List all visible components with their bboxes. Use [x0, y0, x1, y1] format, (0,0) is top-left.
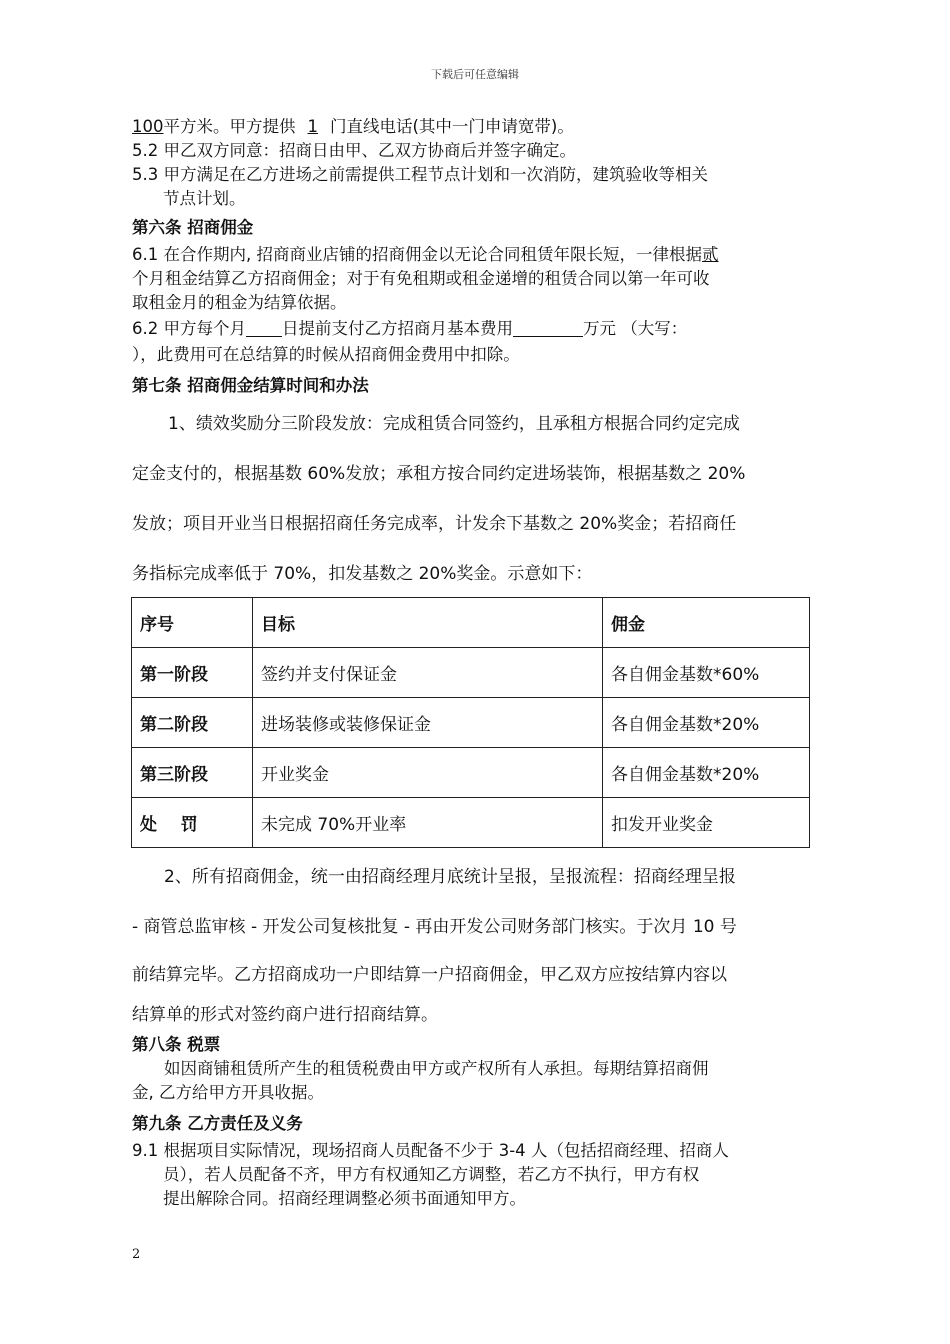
tax-para-line2: 金, 乙方给甲方开具收据。 — [132, 1083, 324, 1102]
clause-9-1: 9.1 根据项目实际情况，现场招商人员配备不少于 3-4 人（包括招商经理、招商人 — [132, 1141, 729, 1160]
section-8-title: 第八条 税票 — [132, 1035, 221, 1054]
report-para-line1: 2、所有招商佣金，统一由招商经理月底统计呈报，呈报流程：招商经理呈报 — [164, 867, 736, 887]
phone-count: 1 — [307, 117, 318, 136]
table-row — [132, 698, 810, 748]
page-number: 2 — [132, 1247, 141, 1262]
target-cell: 进场装修或装修保证金 — [253, 698, 603, 748]
clause-6-2-part1: 6.2 甲方每个月 — [132, 319, 246, 338]
section-9-title: 第九条 乙方责任及义务 — [132, 1114, 303, 1133]
bonus-para-line3: 发放；项目开业当日根据招商任务完成率，计发余下基数之 20%奖金；若招商任 — [132, 514, 737, 534]
months-value: 贰 — [701, 245, 719, 264]
page-header: 下载后可任意编辑 — [431, 68, 519, 81]
target-cell: 未完成 70%开业率 — [253, 798, 603, 848]
day-blank — [246, 318, 282, 337]
clause-5-3-cont: 节点计划。 — [163, 189, 246, 208]
target-cell: 签约并支付保证金 — [253, 648, 603, 698]
clause-6-2 — [132, 318, 687, 340]
report-para-line4: 结算单的形式对签约商户进行招商结算。 — [132, 1005, 438, 1025]
clause-6-1-text: 6.1 在合作期内, 招商商业店铺的招商佣金以无论合同租赁年限长短，一律根据 — [132, 245, 702, 264]
stage-cell: 处 罚 — [132, 798, 253, 848]
table-row — [132, 798, 810, 848]
header-cell: 佣金 — [603, 598, 810, 648]
section-7-title: 第七条 招商佣金结算时间和办法 — [132, 376, 369, 395]
header-cell: 目标 — [253, 598, 603, 648]
tax-para-line1: 如因商铺租赁所产生的租赁税费由甲方或产权所有人承担。每期结算招商佣 — [164, 1059, 709, 1078]
stage-cell: 第三阶段 — [132, 748, 253, 798]
commission-table — [131, 597, 810, 848]
clause-6-1-line3: 取租金月的租金为结算依据。 — [132, 293, 347, 312]
clause-6-2-part2: 日提前支付乙方招商月基本费用 — [282, 319, 513, 338]
clause-6-1 — [132, 244, 718, 266]
area-phone-line — [132, 116, 574, 138]
clause-9-1-line3: 提出解除合同。招商经理调整必须书面通知甲方。 — [163, 1189, 526, 1208]
bonus-para-line4: 务指标完成率低于 70%，扣发基数之 20%奖金。示意如下： — [132, 564, 593, 584]
bonus-para-line1: 1、绩效奖励分三阶段发放：完成租赁合同签约，且承租方根据合同约定完成 — [168, 414, 740, 434]
target-cell: 开业奖金 — [253, 748, 603, 798]
phone-text: 门直线电话(其中一门申请宽带)。 — [330, 117, 574, 136]
commission-cell: 各自佣金基数*60% — [603, 648, 810, 698]
bonus-para-line2: 定金支付的，根据基数 60%发放；承租方按合同约定进场装饰，根据基数之 20% — [132, 464, 746, 484]
stage-cell: 第二阶段 — [132, 698, 253, 748]
report-para-line2: - 商管总监审核 - 开发公司复核批复 - 再由开发公司财务部门核实。于次月 10 号 — [132, 917, 737, 937]
clause-6-2-part3: 万元 （大写： — [583, 319, 688, 338]
commission-cell: 扣发开业奖金 — [603, 798, 810, 848]
area-value: 100 — [132, 117, 164, 136]
amount-blank — [513, 318, 583, 337]
table-row — [132, 748, 810, 798]
table-header-row — [132, 598, 810, 648]
clause-5-3: 5.3 甲方满足在乙方进场之前需提供工程节点计划和一次消防，建筑验收等相关 — [132, 165, 708, 184]
clause-5-2: 5.2 甲乙双方同意：招商日由甲、乙双方协商后并签字确定。 — [132, 141, 576, 160]
clause-6-1-line2: 个月租金结算乙方招商佣金；对于有免租期或租金递增的租赁合同以第一年可收 — [132, 269, 710, 288]
commission-cell: 各自佣金基数*20% — [603, 748, 810, 798]
section-6-title: 第六条 招商佣金 — [132, 218, 254, 237]
table-row — [132, 648, 810, 698]
stage-cell: 第一阶段 — [132, 648, 253, 698]
clause-6-2-line2: ），此费用可在总结算的时候从招商佣金费用中扣除。 — [132, 345, 520, 364]
clause-9-1-line2: 员），若人员配备不齐，甲方有权通知乙方调整，若乙方不执行，甲方有权 — [163, 1165, 700, 1184]
area-text: 平方米。甲方提供 — [163, 117, 296, 136]
commission-cell: 各自佣金基数*20% — [603, 698, 810, 748]
header-cell: 序号 — [132, 598, 253, 648]
report-para-line3: 前结算完毕。乙方招商成功一户即结算一户招商佣金，甲乙双方应按结算内容以 — [132, 965, 727, 985]
